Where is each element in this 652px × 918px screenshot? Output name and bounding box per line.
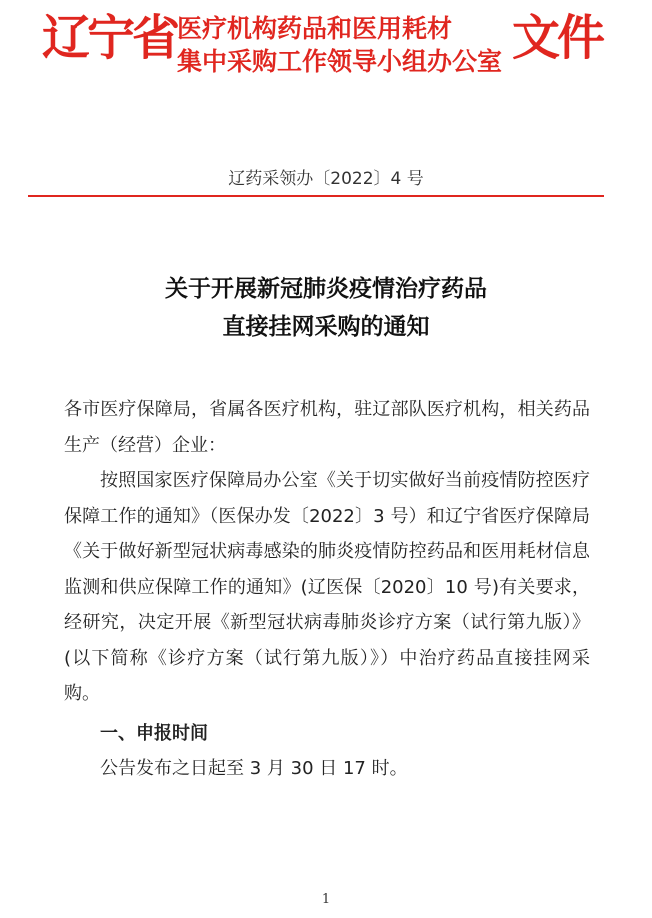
page-number: 1 <box>321 892 331 907</box>
body-paragraph: 按照国家医疗保障局办公室《关于切实做好当前疫情防控医疗保障工作的通知》（医保办发〔2022〕3 号）和辽宁省医疗保障局《关于做好新型冠状病毒感染的肺炎疫情防控药品和医用耗材信息监测和供应保障工作的通知》(辽医保〔2020〕10 号)有关要求，经研究，决定开展《新型冠状病毒肺炎诊疗方案（试行第九版）》(以下简称《诊疗方案（试行第九版）》）中治疗药品直接挂网采购。 <box>64 470 590 704</box>
province-name: 辽宁省 <box>42 10 178 66</box>
document-word: 文件 <box>512 10 603 66</box>
addressee: 各市医疗保障局，省属各医疗机构，驻辽部队医疗机构，相关药品生产（经营）企业： <box>64 399 590 456</box>
document-title <box>0 270 652 346</box>
title-line-1: 关于开展新冠肺炎疫情治疗药品 <box>165 275 487 302</box>
issuing-office-line-1: 医疗机构药品和医用耗材 <box>177 14 453 43</box>
section-text: 公告发布之日起至 3 月 30 日 17 时。 <box>100 758 408 779</box>
issuing-office <box>177 12 502 78</box>
red-divider-line <box>28 195 604 197</box>
document-body <box>64 392 590 787</box>
section-heading: 一、申报时间 <box>100 722 208 744</box>
document-header <box>0 0 652 110</box>
issuing-office-line-2: 集中采购工作领导小组办公室 <box>177 47 503 76</box>
title-line-2: 直接挂网采购的通知 <box>222 313 430 340</box>
document-number: 辽药采领办〔2022〕4 号 <box>228 169 424 189</box>
